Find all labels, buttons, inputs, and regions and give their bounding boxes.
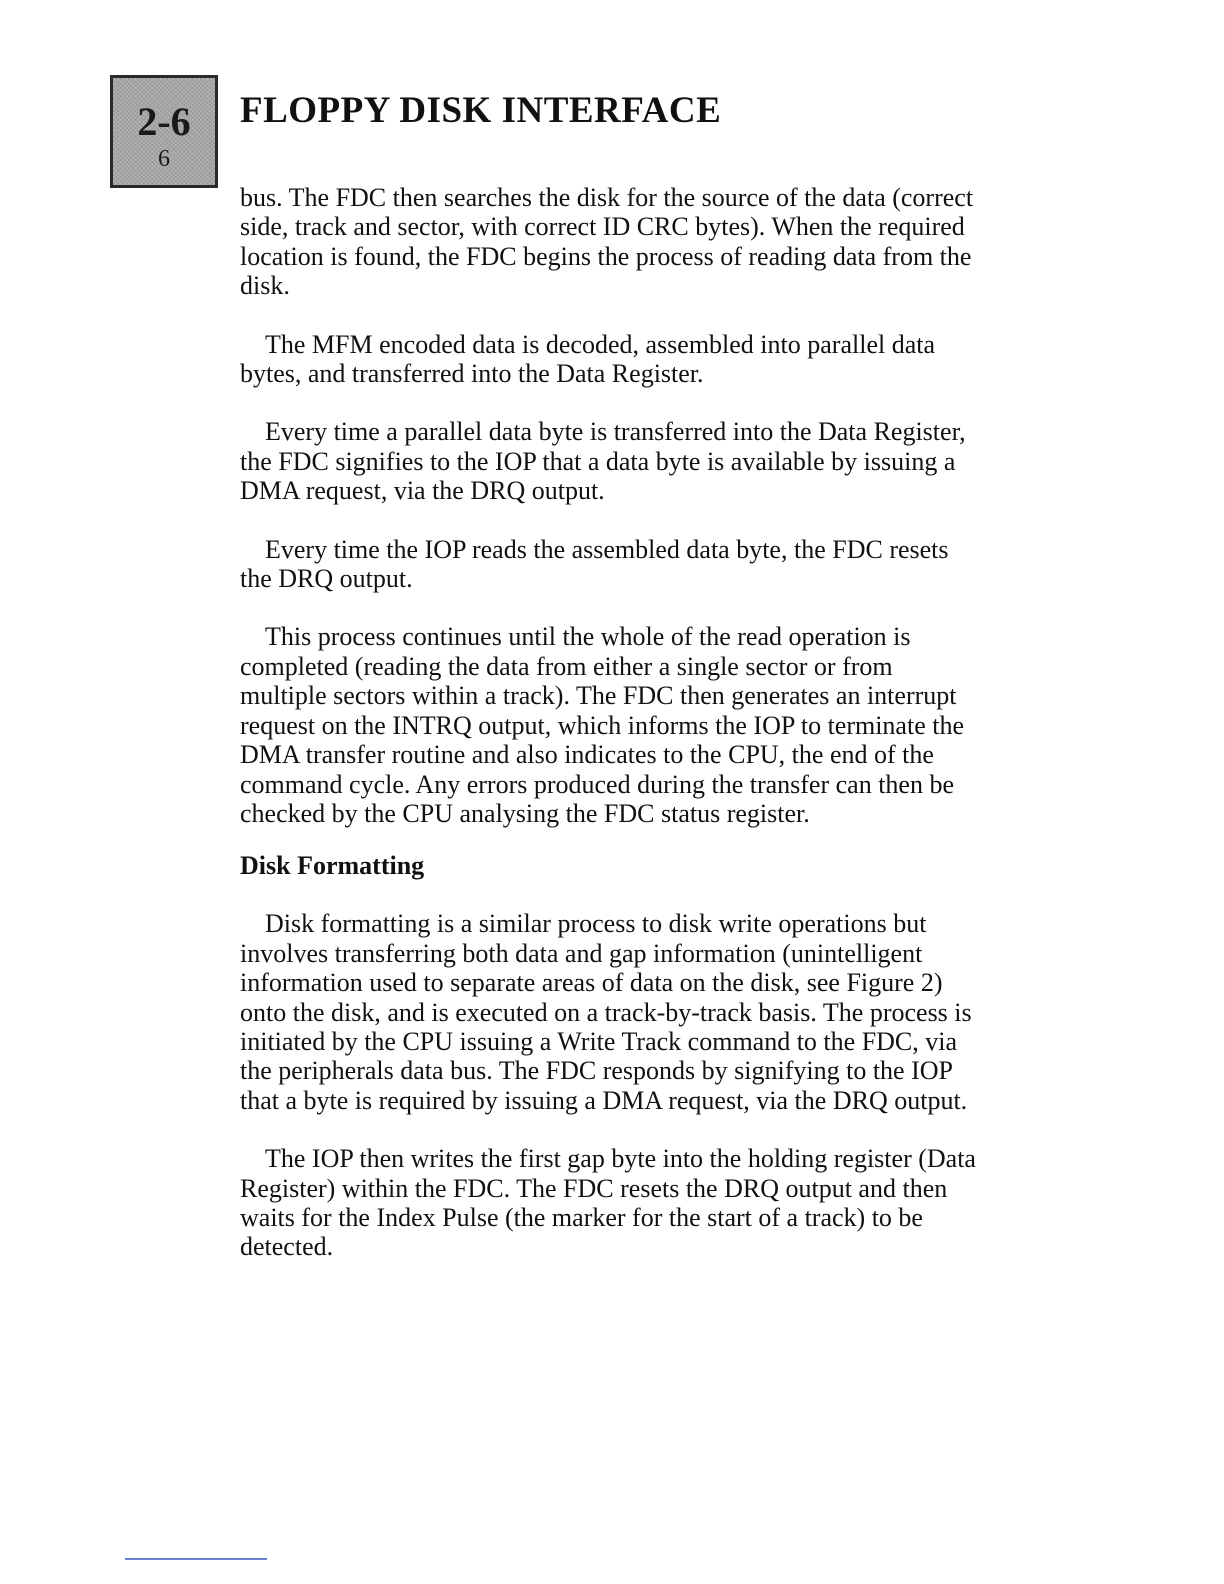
section-number: 2-6 [137,99,191,144]
section-subheading: Disk Formatting [240,851,425,881]
page-number: 6 [158,146,170,172]
page-title: FLOPPY DISK INTERFACE [240,90,722,131]
paragraph: Every time the IOP reads the assembled data byte, the FDC resets the DRQ output. [240,534,949,594]
paragraph: This process continues until the whole of the read operation is completed (reading the data from either a single sector or from multiple sectors within a track). The FDC then generates an interrupt request on the INTRQ output, which informs the IOP to terminate the DMA transfer routine and also indicates to the CPU, the end of the command cycle. Any errors produced during the transfer can then be checked by the CPU analysing the FDC status register. [240,622,965,828]
section-badge [110,75,218,188]
footer-rule [125,1558,267,1560]
body-text [240,183,980,1291]
paragraph: Disk formatting is a similar process to disk write operations but involves transferring both data and gap information (unintelligent information used to separate areas of data on the disk, see Figure 2) onto the disk, and is executed on a track-by-track basis. The process is initiated by the CPU issuing a Write Track command to the FDC, via the peripherals data bus. The FDC responds by signifying to the IOP that a byte is required by issuing a DMA request, via the DRQ output. [240,909,972,1115]
paragraph: bus. The FDC then searches the disk for the source of the data (correct side, track and sector, with correct ID CRC bytes). When the required location is found, the FDC begins the process of reading data from the disk. [240,183,974,301]
paragraph: The MFM encoded data is decoded, assembled into parallel data bytes, and transferred into the Data Register. [240,329,936,389]
paragraph: Every time a parallel data byte is transferred into the Data Register, the FDC signifies to the IOP that a data byte is available by issuing a DMA request, via the DRQ output. [240,417,966,506]
paragraph: The IOP then writes the first gap byte into the holding register (Data Register) within the FDC. The FDC resets the DRQ output and then waits for the Index Pulse (the marker for the start of a track) to be detected. [240,1144,976,1262]
